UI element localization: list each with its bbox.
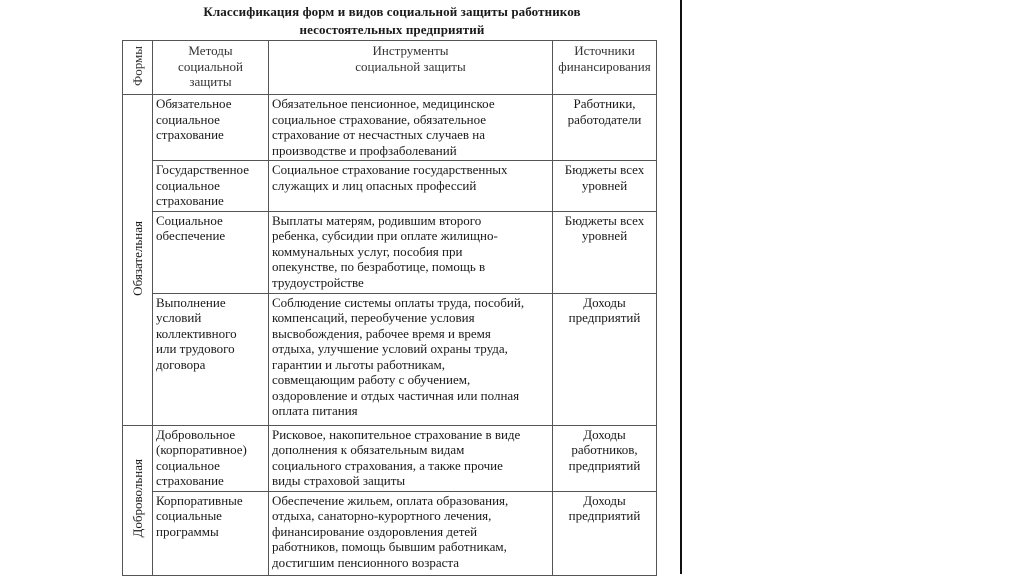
document-title: Классификация форм и видов социальной защиты работников xyxy=(203,4,581,19)
form-voluntary: Добровольная xyxy=(123,425,153,575)
header-sources: Источники финансирования xyxy=(553,41,657,95)
table-row xyxy=(123,491,657,575)
method-cell: Корпоративные социальные программы xyxy=(153,491,269,575)
classification-table xyxy=(122,40,657,576)
tool-cell: Обязательное пенсионное, медицинское социальное страхование, обязательное страхование от несчастных случаев на производстве и профзаболеваний xyxy=(269,95,553,161)
method-cell: Государственное социальное страхование xyxy=(153,161,269,212)
source-cell: Бюджеты всех уровней xyxy=(553,161,657,212)
source-cell: Доходы работников, предприятий xyxy=(553,425,657,491)
table-row xyxy=(123,425,657,491)
tool-cell: Выплаты матерям, родившим второго ребенка, субсидии при оплате жилищно- коммунальных услуг, пособия при опекунстве, по безработице, помощь в трудоустройстве xyxy=(269,211,553,293)
method-cell: Выполнение условий коллективного или трудового договора xyxy=(153,293,269,425)
form-mandatory: Обязательная xyxy=(123,95,153,426)
tool-cell: Социальное страхование государственных служащих и лиц опасных профессий xyxy=(269,161,553,212)
tool-cell: Соблюдение системы оплаты труда, пособий, компенсаций, переобучение условия высвобождения, рабочее время и время отдыха, улучшение условий охраны труда, гарантии и льготы работникам, совмещающим работу с обучением, оздоровление и отдых частичная или полная оплата питания xyxy=(269,293,553,425)
table-row xyxy=(123,293,657,425)
tool-cell: Обеспечение жильем, оплата образования, отдыха, санаторно-курортного лечения, финансирование оздоровления детей работников, помощь бывшим работникам, достигшим пенсионного возраста xyxy=(269,491,553,575)
source-cell: Работники, работодатели xyxy=(553,95,657,161)
method-cell: Социальное обеспечение xyxy=(153,211,269,293)
table-row xyxy=(123,95,657,161)
table-header-row xyxy=(123,41,657,95)
page-edge-line xyxy=(680,0,682,574)
source-cell: Доходы предприятий xyxy=(553,491,657,575)
table-row xyxy=(123,211,657,293)
source-cell: Бюджеты всех уровней xyxy=(553,211,657,293)
method-cell: Обязательное социальное страхование xyxy=(153,95,269,161)
document-title-line2: несостоятельных предприятий xyxy=(299,22,485,37)
header-forms: Формы xyxy=(123,41,153,95)
method-cell: Добровольное (корпоративное) социальное страхование xyxy=(153,425,269,491)
tool-cell: Рисковое, накопительное страхование в виде дополнения к обязательным видам социального страхования, а также прочие виды страховой защиты xyxy=(269,425,553,491)
source-cell: Доходы предприятий xyxy=(553,293,657,425)
header-methods: Методы социальной защиты xyxy=(153,41,269,95)
table-row xyxy=(123,161,657,212)
header-tools: Инструменты социальной защиты xyxy=(269,41,553,95)
